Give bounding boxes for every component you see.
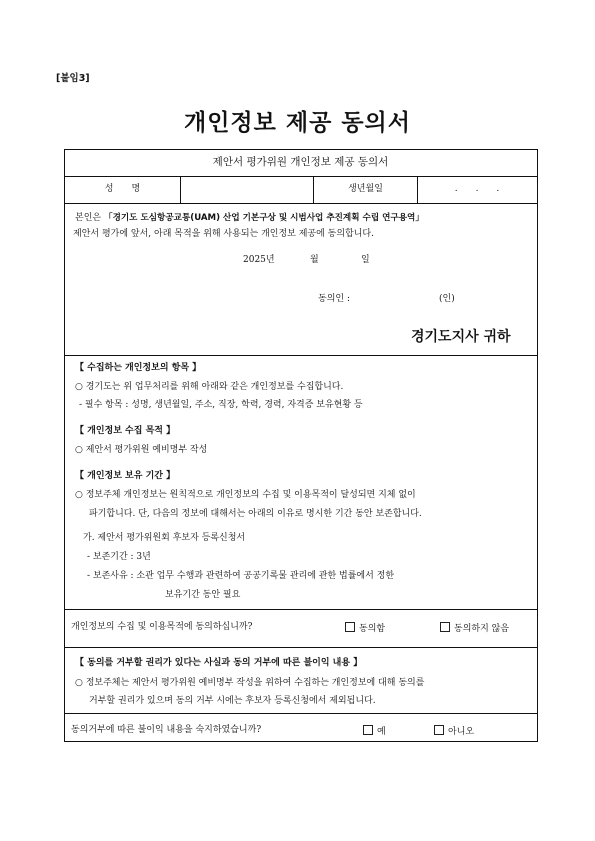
disagree-option[interactable]: [440, 622, 509, 635]
yes-label: 예: [377, 727, 386, 737]
row-divider: [65, 355, 537, 356]
date-year: 2025년: [243, 255, 275, 265]
row-divider: [65, 609, 537, 610]
row-divider: [65, 713, 537, 714]
question2-text: 동의거부에 따른 불이익 내용을 숙지하였습니까?: [71, 725, 262, 735]
purpose-header: 【 개인정보 수집 목적 】: [75, 426, 176, 436]
refusal-line1: ○ 정보주체는 제안서 평가위원 예비명부 작성을 위하여 수집하는 개인정보에 대해 동의를: [75, 678, 425, 688]
refusal-header: 【 동의를 거부할 권리가 있다는 사실과 동의 거부에 따른 불이익 내용 】: [75, 658, 363, 668]
attachment-label: [붙임3]: [56, 73, 90, 84]
consent-form: [64, 149, 538, 742]
addressee: 경기도지사 귀하: [411, 329, 511, 345]
birth-field[interactable]: . . .: [454, 184, 500, 194]
retention-line2: 파기합니다. 단, 다음의 정보에 대해서는 아래의 이유로 명시한 기간 동안 보존합니다.: [89, 509, 422, 519]
seal-mark: (인): [439, 294, 455, 304]
disagree-label: 동의하지 않음: [454, 624, 510, 634]
retention-line1: ○ 정보주체 개인정보는 원칙적으로 개인정보의 수집 및 이용목적이 달성되면 지체 없이: [75, 490, 416, 500]
row-divider: [65, 647, 537, 648]
collect-line2: - 필수 항목 : 성명, 생년월일, 주소, 직장, 학력, 경력, 자격증 보유현황 등: [79, 400, 363, 410]
collect-line1: ○ 경기도는 위 업무처리를 위해 아래와 같은 개인정보를 수집합니다.: [75, 382, 344, 392]
project-name: 「경기도 도심항공교통(UAM) 산업 기본구상 및 시범사업 추진계획 수립 연구용역」: [103, 213, 424, 223]
date-day: 일: [361, 255, 370, 265]
row-divider: [65, 203, 537, 204]
no-label: 아니오: [448, 727, 475, 737]
no-option[interactable]: [434, 725, 474, 738]
row-divider: [65, 176, 537, 177]
retention-sub: 가. 제안서 평가위원회 후보자 등록신청서: [83, 533, 246, 543]
question1-text: 개인정보의 수집 및 이용목적에 동의하십니까?: [71, 622, 253, 632]
name-field[interactable]: [181, 180, 312, 200]
birth-label: 생년월일: [348, 184, 383, 194]
retention-reason2: 보유기간 동안 필요: [165, 590, 241, 600]
consent-intro: [75, 213, 424, 224]
date-month: 월: [310, 255, 319, 265]
yes-checkbox[interactable]: [363, 725, 373, 735]
refusal-line2: 거부할 권리가 있으며 동의 거부 시에는 후보자 등록신청에서 제외됩니다.: [89, 696, 376, 706]
collect-header: 【 수집하는 개인정보의 항목 】: [75, 363, 202, 373]
signer-label: 동의인 :: [318, 294, 350, 304]
agree-checkbox[interactable]: [345, 622, 355, 632]
consent-intro-prefix: 본인은: [75, 213, 102, 223]
form-subtitle: 제안서 평가위원 개인정보 제공 동의서: [212, 156, 389, 168]
retention-header: 【 개인정보 보유 기간 】: [75, 471, 176, 481]
retention-period: - 보존기간 : 3년: [87, 552, 151, 562]
agree-option[interactable]: [345, 622, 385, 635]
retention-reason1: - 보존사유 : 소관 업무 수행과 관련하여 공공기록물 관리에 관한 법률에서 정한: [87, 571, 395, 581]
name-label: 성 명: [104, 184, 141, 194]
no-checkbox[interactable]: [434, 725, 444, 735]
agree-label: 동의함: [359, 624, 386, 634]
yes-option[interactable]: [363, 725, 386, 738]
page-title: 개인정보 제공 동의서: [184, 110, 411, 136]
disagree-checkbox[interactable]: [440, 622, 450, 632]
purpose-line1: ○ 제안서 평가위원 예비명부 작성: [75, 445, 208, 455]
consent-intro-line2: 제안서 평가에 앞서, 아래 목적을 위해 사용되는 개인정보 제공에 동의합니다.: [73, 229, 374, 239]
